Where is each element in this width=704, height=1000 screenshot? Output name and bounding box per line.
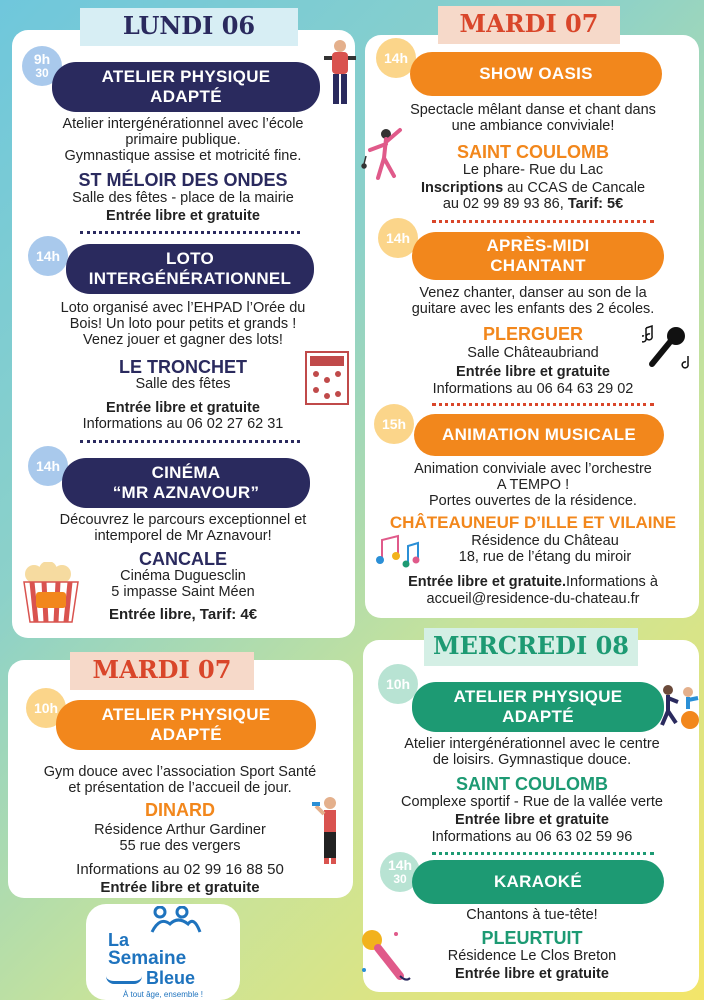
description-line: Loto organisé avec l’EHPAD l’Orée du: [60, 300, 306, 316]
event-info: Informations au 06 02 27 62 31: [82, 416, 284, 432]
venue-line: 5 impasse Saint Méen: [111, 584, 255, 600]
event-info: Informations au 06 64 63 29 02: [432, 381, 634, 397]
event-inscriptions: [370, 180, 696, 196]
event-title-line: ADAPTÉ: [150, 87, 222, 106]
venue-line: Cinéma Duguesclin: [120, 568, 246, 584]
description-line: Venez jouer et gagner des lots!: [83, 332, 283, 348]
event-entry-info: [370, 574, 696, 590]
time-hour: 14h: [387, 857, 413, 873]
time-hour: 14h: [383, 50, 409, 66]
event-description: [370, 285, 696, 317]
event-title-atelier-physique: [412, 682, 664, 732]
description-line: Atelier intergénérationnel avec l’école: [62, 116, 304, 132]
mardi-left-day-title: MARDI 07: [70, 652, 254, 690]
event-entry: Entrée libre et gratuite: [455, 966, 609, 982]
event-entry: Entrée libre, Tarif: 4€: [108, 606, 258, 623]
time-minute: 30: [393, 872, 407, 886]
mardi-day-title: MARDI 07: [438, 6, 620, 44]
event-place: LE TRONCHET: [119, 357, 247, 377]
description-line: Animation conviviale avec l’orchestre: [414, 461, 652, 477]
event-title-line: ATELIER PHYSIQUE: [101, 705, 271, 724]
event-place: PLERGUER: [482, 324, 583, 344]
phone-text: au 02 99 89 93 86,: [442, 196, 568, 212]
event-title-show-oasis: [410, 52, 662, 96]
event-title-loto: [66, 244, 314, 294]
description-line: Spectacle mêlant danse et chant dans: [410, 102, 656, 118]
event-title-line: ATELIER PHYSIQUE: [453, 687, 623, 706]
time-minute: 30: [35, 66, 49, 80]
description-line: et présentation de l’accueil de jour.: [68, 780, 292, 796]
divider: [432, 220, 654, 223]
entry-text: Entrée libre et gratuite.: [408, 574, 567, 590]
event-entry: Entrée libre et gratuite: [456, 364, 610, 380]
event-entry: Entrée libre et gratuite: [106, 400, 260, 416]
event-title-animation-musicale: [414, 414, 664, 456]
logo-line-bleue: Bleue: [146, 968, 196, 988]
event-place: ST MÉLOIR DES ONDES: [78, 170, 288, 190]
time-hour: 9h: [33, 51, 51, 67]
event-phone: [370, 196, 696, 212]
time-badge: [378, 664, 418, 704]
description-line: guitare avec les enfants des 2 écoles.: [411, 301, 655, 317]
time-hour: 14h: [35, 458, 61, 474]
time-badge: [374, 404, 414, 444]
event-entry: Entrée libre et gratuite: [106, 208, 260, 224]
event-title-line: SHOW OASIS: [479, 64, 593, 83]
event-description: [368, 736, 696, 768]
description-line: Gym douce avec l’association Sport Santé: [43, 764, 317, 780]
divider: [80, 231, 300, 234]
description-line: primaire publique.: [125, 132, 241, 148]
event-venue: [10, 822, 350, 854]
event-title-atelier-physique: [52, 62, 320, 112]
event-place: SAINT COULOMB: [456, 774, 608, 794]
inscriptions-label: Inscriptions: [420, 180, 504, 196]
event-venue: [410, 533, 680, 565]
description-line: Gymnastique assise et motricité fine.: [64, 148, 302, 164]
venue-line: Résidence du Château: [471, 533, 619, 549]
event-description: Chantons à tue-tête!: [466, 907, 598, 923]
venue-line: 18, rue de l’étang du miroir: [458, 549, 632, 565]
event-title-line: KARAOKÉ: [493, 872, 583, 891]
logo-line-semaine: Semaine: [108, 948, 187, 969]
info-text: Informations à: [566, 574, 658, 590]
people-logo-icon: [148, 906, 204, 934]
divider: [80, 440, 300, 443]
event-venue: Salle des fêtes - place de la mairie: [72, 190, 294, 206]
event-description: [370, 461, 696, 509]
event-email: accueil@residence-du-chateau.fr: [426, 591, 640, 607]
description-line: Venez chanter, danser au son de la: [419, 285, 647, 301]
description-line: de loisirs. Gymnastique douce.: [432, 752, 632, 768]
time-hour: 10h: [385, 676, 411, 692]
logo-swoosh: [106, 976, 142, 984]
event-title-apres-midi-chantant: [412, 232, 664, 280]
event-description: [370, 102, 696, 134]
sporty-woman-icon: [312, 796, 348, 868]
event-venue: Le phare- Rue du Lac: [462, 162, 604, 178]
time-badge: [28, 236, 68, 276]
event-title-line: CINÉMA: [151, 463, 221, 482]
event-title-line: ANIMATION MUSICALE: [442, 425, 636, 444]
time-hour: 10h: [33, 700, 59, 716]
event-place: CHÂTEAUNEUF D’ILLE ET VILAINE: [389, 513, 677, 532]
description-line: Découvrez le parcours exceptionnel et: [59, 512, 307, 528]
event-venue: Résidence Le Clos Breton: [447, 948, 617, 964]
event-venue: Salle Châteaubriand: [467, 345, 599, 361]
description-line: Portes ouvertes de la résidence.: [429, 493, 637, 509]
bingo-card-icon: [304, 350, 350, 406]
fitness-man-icon: [322, 38, 358, 112]
description-line: Bois! Un loto pour petits et grands !: [69, 316, 297, 332]
event-title-line: LOTO: [165, 249, 215, 268]
event-description: [10, 764, 350, 796]
event-entry: Entrée libre et gratuite: [455, 812, 609, 828]
event-entry: Entrée libre et gratuite: [100, 879, 260, 896]
event-title-line: INTERGÉNÉRATIONNEL: [88, 269, 292, 288]
lundi-day-title: LUNDI 06: [80, 8, 298, 46]
description-line: une ambiance conviviale!: [451, 118, 615, 134]
event-title-line: CHANTANT: [490, 256, 586, 275]
event-description: [14, 300, 352, 348]
event-place: SAINT COULOMB: [457, 142, 609, 162]
event-venue: Complexe sportif - Rue de la vallée verte: [401, 794, 663, 810]
event-venue: Salle des fêtes: [135, 376, 231, 392]
time-hour: 14h: [385, 230, 411, 246]
event-place: DINARD: [145, 800, 215, 820]
divider: [432, 852, 654, 855]
time-hour: 15h: [381, 416, 407, 432]
event-title-atelier-physique: [56, 700, 316, 750]
event-title-line: ADAPTÉ: [150, 725, 222, 744]
event-info: Informations au 02 99 16 88 50: [76, 861, 284, 878]
event-title-line: ADAPTÉ: [502, 707, 574, 726]
venue-line: Résidence Arthur Gardiner: [94, 822, 266, 838]
logo-line-la: La: [108, 930, 130, 950]
venue-line: 55 rue des vergers: [119, 838, 241, 854]
inscriptions-text: au CCAS de Cancale: [503, 180, 646, 196]
time-hour: 14h: [35, 248, 61, 264]
mercredi-day-title: MERCREDI 08: [424, 628, 638, 666]
event-title-line: “MR AZNAVOUR”: [112, 483, 260, 502]
event-title-line: APRÈS-MIDI: [486, 236, 590, 255]
event-title-karaoke: [412, 860, 664, 904]
event-place: PLEURTUIT: [481, 928, 583, 948]
tarif-text: Tarif: 5€: [567, 196, 624, 212]
event-description: [14, 512, 352, 544]
event-title-cinema: [62, 458, 310, 508]
event-title-line: ATELIER PHYSIQUE: [101, 67, 271, 86]
event-description: [14, 116, 352, 164]
divider: [432, 403, 654, 406]
description-line: intemporel de Mr Aznavour!: [94, 528, 272, 544]
semaine-bleue-logo: [86, 904, 240, 1000]
logo-tagline: À tout âge, ensemble !: [122, 990, 204, 999]
exercise-people-icon: [654, 682, 702, 730]
description-line: A TEMPO !: [496, 477, 570, 493]
event-place: CANCALE: [139, 549, 227, 569]
description-line: Atelier intergénérationnel avec le centre: [404, 736, 660, 752]
event-info: Informations au 06 63 02 59 96: [431, 829, 633, 845]
